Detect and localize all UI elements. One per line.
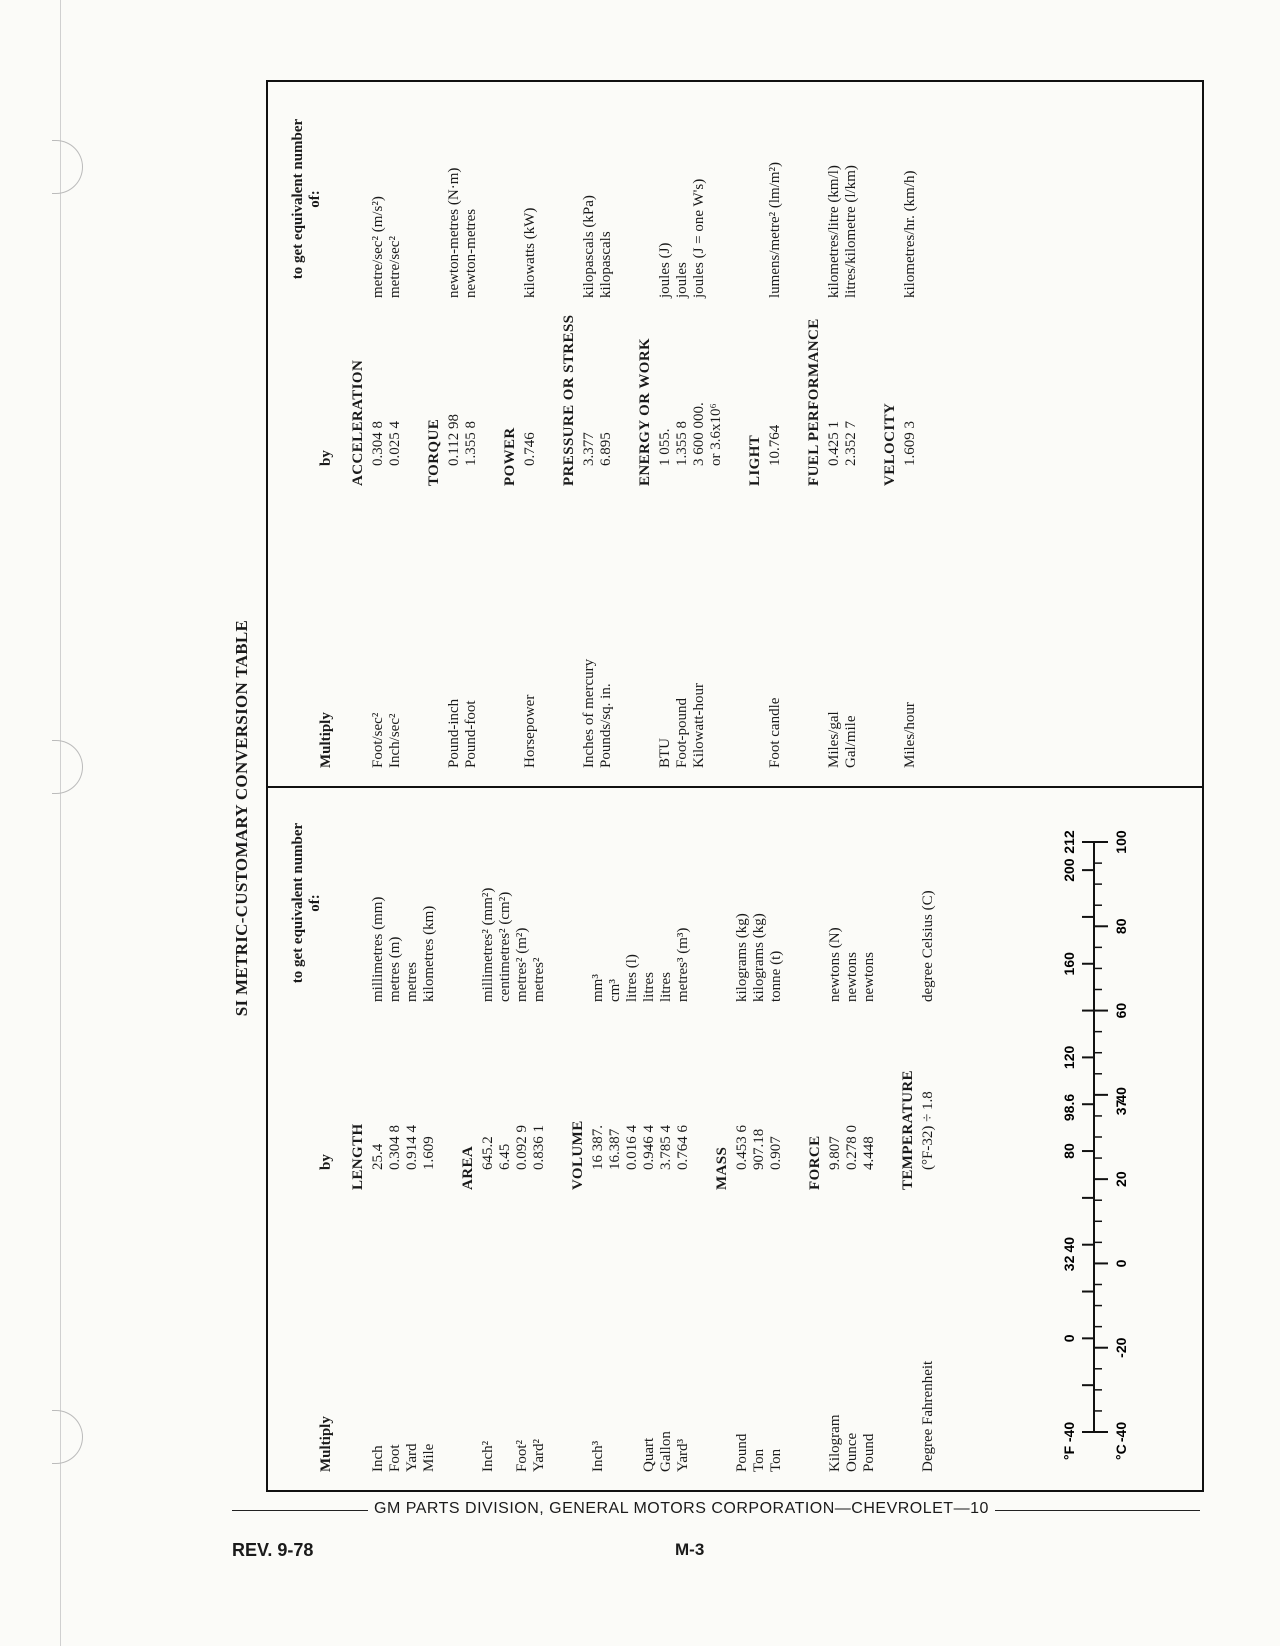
result-cell: metres	[404, 962, 420, 1002]
table-row	[827, 788, 844, 1490]
factor-cell: 6.45	[497, 1143, 513, 1170]
factor-cell: 0.025 4	[387, 421, 403, 466]
result-cell: lumens/metre² (lm/m²)	[767, 161, 783, 298]
result-cell: litres (l)	[624, 954, 640, 1002]
table-row	[691, 82, 708, 786]
section-heading	[743, 82, 767, 786]
section-title: TEMPERATURE	[900, 1070, 916, 1190]
table-row	[387, 788, 404, 1490]
left-table	[268, 786, 1202, 1490]
table-row	[446, 82, 463, 786]
factor-cell: 0.304 8	[387, 1125, 403, 1170]
section-title: PRESSURE OR STRESS	[561, 314, 577, 486]
multiply-cell	[708, 536, 725, 786]
factor-cell: 907.18	[751, 1128, 767, 1170]
celsius-label: 100	[1113, 830, 1129, 854]
multiply-cell: Quart	[641, 1437, 657, 1472]
result-cell: kilopascals (kPa)	[581, 195, 597, 298]
multiply-cell: Ounce	[844, 1432, 860, 1472]
section-heading	[346, 788, 370, 1490]
celsius-label: 80	[1113, 918, 1129, 935]
section-gap	[438, 788, 456, 1490]
factor-cell: 645.2	[480, 1136, 496, 1170]
fahrenheit-label: 0	[1061, 1334, 1077, 1343]
section-title: ACCELERATION	[350, 359, 366, 486]
factor-cell: 0.746	[522, 432, 538, 466]
table-row	[641, 788, 658, 1490]
table-row	[844, 788, 861, 1490]
result-cell: kilometres/hr. (km/h)	[902, 170, 918, 298]
section-gap	[725, 82, 743, 786]
factor-cell: 3.377	[581, 432, 597, 466]
fahrenheit-unit: °F	[1061, 1445, 1077, 1460]
temperature-scale	[1022, 812, 1162, 1472]
celsius-label: 37	[1113, 1099, 1129, 1116]
section-title: POWER	[502, 427, 518, 486]
factor-cell: 0.092 9	[514, 1125, 530, 1170]
factor-cell: 0.907	[768, 1136, 784, 1170]
binder-hole	[52, 140, 83, 194]
factor-cell: 4.448	[861, 1136, 877, 1170]
factor-cell: 9.807	[827, 1136, 843, 1170]
factor-cell: 6.895	[598, 432, 614, 466]
section-heading	[456, 788, 480, 1490]
right-sections	[346, 82, 919, 786]
factor-cell: 0.946 4	[641, 1125, 657, 1170]
table-row	[370, 82, 387, 786]
section-gap	[785, 788, 803, 1490]
factor-cell: 25.4	[370, 1143, 386, 1170]
table-row	[598, 82, 615, 786]
section-title: ENERGY OR WORK	[637, 337, 653, 486]
table-row	[404, 788, 421, 1490]
table-row	[767, 82, 784, 786]
result-cell: litres/kilometre (l/km)	[843, 165, 859, 298]
section-title: MASS	[714, 1146, 730, 1190]
section-heading	[802, 82, 826, 786]
section-heading	[803, 788, 827, 1490]
multiply-cell: Pound	[861, 1433, 877, 1472]
section-gap	[784, 82, 802, 786]
section-heading	[878, 82, 902, 786]
multiply-cell: Miles/hour	[902, 702, 918, 768]
multiply-cell: Pound-foot	[463, 700, 479, 768]
result-cell: kilograms (kg)	[751, 913, 767, 1002]
fahrenheit-label: 160	[1061, 952, 1077, 976]
result-cell: degree Celsius (C)	[920, 890, 936, 1002]
table-row	[768, 788, 785, 1490]
document-title: SI METRIC-CUSTOMARY CONVERSION TABLE	[232, 619, 251, 1017]
factor-cell: 16.387	[607, 1128, 623, 1170]
multiply-cell: Inch	[370, 1445, 386, 1472]
section-heading	[346, 82, 370, 786]
section-heading	[422, 82, 446, 786]
celsius-label: 60	[1113, 1002, 1129, 1019]
section-gap	[548, 788, 566, 1490]
multiply-cell: Kilowatt-hour	[691, 683, 707, 768]
celsius-label: 40	[1113, 1087, 1129, 1103]
section-title: AREA	[460, 1145, 476, 1190]
multiply-cell: Foot/sec²	[370, 712, 386, 768]
result-cell: millimetres² (mm²)	[480, 887, 496, 1002]
table-row	[607, 788, 624, 1490]
multiply-cell: Foot-pound	[674, 697, 690, 768]
section-heading	[566, 788, 590, 1490]
factor-cell: 0.914 4	[404, 1125, 420, 1170]
table-row	[531, 788, 548, 1490]
table-row	[861, 788, 878, 1490]
table-row	[734, 788, 751, 1490]
header-to-get: to get equivalent number of:	[290, 822, 324, 984]
section-heading	[896, 788, 920, 1490]
header-to-get: to get equivalent number of:	[290, 118, 324, 280]
multiply-cell: Inch²	[480, 1440, 496, 1472]
table-row	[387, 82, 404, 786]
section-gap	[860, 82, 878, 786]
result-cell: metre/sec²	[387, 236, 403, 298]
multiply-cell: Inches of mercury	[581, 658, 597, 768]
table-row	[480, 788, 497, 1490]
section-gap	[480, 82, 498, 786]
result-cell: newton-metres	[463, 208, 479, 298]
fahrenheit-label: 120	[1061, 1045, 1077, 1070]
title-strip	[222, 608, 262, 1028]
section-gap	[878, 788, 896, 1490]
table-row	[463, 82, 480, 786]
multiply-cell: Kilogram	[827, 1414, 843, 1472]
factor-cell: (°F-32) ÷ 1.8	[920, 1091, 936, 1170]
factor-cell: 2.352 7	[843, 421, 859, 466]
table-row	[920, 788, 937, 1490]
result-cell: metres²	[531, 957, 547, 1002]
table-row	[675, 788, 692, 1490]
multiply-cell: BTU	[657, 738, 673, 768]
section-title: LIGHT	[747, 434, 763, 486]
fahrenheit-label: 80	[1061, 1143, 1077, 1159]
table-row	[514, 788, 531, 1490]
fahrenheit-label: 200	[1061, 858, 1077, 882]
result-cell: cm³	[607, 979, 623, 1002]
table-row	[843, 82, 860, 786]
margin-line	[60, 0, 61, 1646]
table-row	[902, 82, 919, 786]
celsius-label: -40	[1113, 1421, 1129, 1443]
result-cell: metre/sec² (m/s²)	[370, 196, 386, 298]
header-multiply: Multiply	[318, 712, 334, 768]
fahrenheit-label: 212	[1061, 830, 1077, 854]
section-heading	[633, 82, 657, 786]
table-row	[370, 788, 387, 1490]
factor-cell: 0.425 1	[826, 421, 842, 466]
celsius-unit: °C	[1113, 1444, 1129, 1460]
celsius-label: -20	[1113, 1337, 1129, 1358]
multiply-cell: Foot candle	[767, 697, 783, 768]
factor-cell: 10.764	[767, 424, 783, 466]
result-cell: metres (m)	[387, 936, 403, 1002]
multiply-cell	[607, 1240, 624, 1490]
result-cell: metres² (m²)	[514, 927, 530, 1002]
table-row	[624, 788, 641, 1490]
factor-cell: 0.764 6	[675, 1125, 691, 1170]
section-title: VELOCITY	[882, 402, 898, 486]
page-number: M-3	[675, 1540, 705, 1559]
factor-cell: 3.785 4	[658, 1125, 674, 1170]
result-cell: centimetres² (cm²)	[497, 891, 513, 1002]
section-gap	[615, 82, 633, 786]
multiply-cell: Horsepower	[522, 694, 538, 768]
factor-cell: 1 055.	[657, 428, 673, 466]
result-cell: litres	[641, 972, 657, 1002]
multiply-cell: Inch³	[590, 1440, 606, 1472]
result-cell: newtons	[844, 952, 860, 1002]
result-cell: joules	[674, 262, 690, 298]
right-table	[268, 82, 1202, 786]
table-row	[708, 82, 725, 786]
left-sections	[346, 788, 937, 1490]
fahrenheit-label: -40	[1061, 1421, 1077, 1443]
fahrenheit-label: 98.6	[1061, 1093, 1077, 1122]
revision-label: REV. 9-78	[232, 1540, 314, 1560]
factor-cell: 0.453 6	[734, 1125, 750, 1170]
multiply-cell: Foot²	[514, 1439, 530, 1472]
result-cell	[708, 82, 725, 316]
header-multiply: Multiply	[318, 1416, 334, 1472]
multiply-cell: Miles/gal	[826, 711, 842, 768]
section-heading	[498, 82, 522, 786]
table-row	[674, 82, 691, 786]
multiply-cell: Gal/mile	[843, 715, 859, 768]
conversion-table-frame	[266, 80, 1204, 1492]
table-row	[522, 82, 539, 786]
factor-cell: 3 600 000.	[691, 402, 707, 466]
header-by: by	[318, 450, 334, 466]
result-cell: newton-metres (N·m)	[446, 167, 462, 298]
result-cell: kilometres (km)	[421, 905, 437, 1002]
multiply-cell: Pounds/sq. in.	[598, 683, 614, 768]
result-cell: kilowatts (kW)	[522, 207, 538, 298]
section-gap	[539, 82, 557, 786]
factor-cell: 0.112 98	[446, 414, 462, 466]
section-title: FORCE	[807, 1135, 823, 1190]
table-row	[658, 788, 675, 1490]
factor-cell: 1.609 3	[902, 421, 918, 466]
celsius-label: 20	[1113, 1171, 1129, 1187]
section-title: TORQUE	[426, 418, 442, 486]
multiply-cell	[624, 1240, 641, 1490]
table-row	[590, 788, 607, 1490]
factor-cell: 0.278 0	[844, 1125, 860, 1170]
result-cell: metres³ (m³)	[675, 927, 691, 1002]
temperature-scale-graphic	[1022, 812, 1162, 1472]
multiply-cell: Ton	[751, 1448, 767, 1472]
result-cell: tonne (t)	[768, 950, 784, 1002]
multiply-cell: Yard²	[531, 1439, 547, 1472]
fahrenheit-label: 40	[1061, 1236, 1077, 1253]
section-heading	[710, 788, 734, 1490]
result-cell: kilometres/litre (km/l)	[826, 165, 842, 298]
result-cell: millimetres (mm)	[370, 896, 386, 1002]
result-cell: newtons (N)	[827, 927, 843, 1002]
result-cell: joules (J = one W's)	[691, 178, 707, 298]
rotated-table	[268, 82, 1202, 1490]
section-title: FUEL PERFORMANCE	[806, 318, 822, 486]
multiply-cell: Inch/sec²	[387, 713, 403, 768]
result-cell: kilograms (kg)	[734, 913, 750, 1002]
fahrenheit-label: 32	[1061, 1255, 1077, 1272]
header-by: by	[318, 1154, 334, 1170]
section-heading	[557, 82, 581, 786]
factor-cell: 1.355 8	[463, 421, 479, 466]
multiply-cell: Foot	[387, 1444, 403, 1472]
multiply-cell: Pound	[734, 1433, 750, 1472]
footer-line: GM PARTS DIVISION, GENERAL MOTORS CORPORATION—CHEVROLET—10	[368, 1500, 995, 1518]
multiply-cell: Yard	[404, 1443, 420, 1472]
binder-hole	[52, 1410, 83, 1464]
section-gap	[404, 82, 422, 786]
result-cell: newtons	[861, 952, 877, 1002]
factor-cell: 0.836 1	[531, 1125, 547, 1170]
celsius-label: 0	[1113, 1259, 1129, 1268]
factor-cell: 0.304 8	[370, 421, 386, 466]
multiply-cell: Yard³	[675, 1439, 691, 1472]
factor-cell: 1.355 8	[674, 421, 690, 466]
table-row	[497, 788, 514, 1490]
binder-hole	[52, 740, 83, 794]
result-cell: mm³	[590, 974, 606, 1002]
section-title: LENGTH	[350, 1123, 366, 1190]
table-row	[581, 82, 598, 786]
result-cell: litres	[658, 972, 674, 1002]
factor-cell: 16 387.	[590, 1125, 606, 1170]
table-row	[421, 788, 438, 1490]
multiply-cell: Gallon	[658, 1431, 674, 1472]
table-row	[657, 82, 674, 786]
factor-cell: 0.016 4	[624, 1125, 640, 1170]
result-cell: joules (J)	[657, 242, 673, 298]
factor-cell: or 3.6x10⁶	[708, 403, 724, 466]
table-row	[826, 82, 843, 786]
section-gap	[692, 788, 710, 1490]
section-title: VOLUME	[570, 1120, 586, 1190]
table-row	[751, 788, 768, 1490]
multiply-cell: Pound-inch	[446, 698, 462, 768]
result-cell: kilopascals	[598, 231, 614, 298]
multiply-cell	[497, 1240, 514, 1490]
multiply-cell: Mile	[421, 1443, 437, 1472]
factor-cell: 1.609	[421, 1136, 437, 1170]
multiply-cell: Ton	[768, 1448, 784, 1472]
multiply-cell: Degree Fahrenheit	[920, 1360, 936, 1472]
